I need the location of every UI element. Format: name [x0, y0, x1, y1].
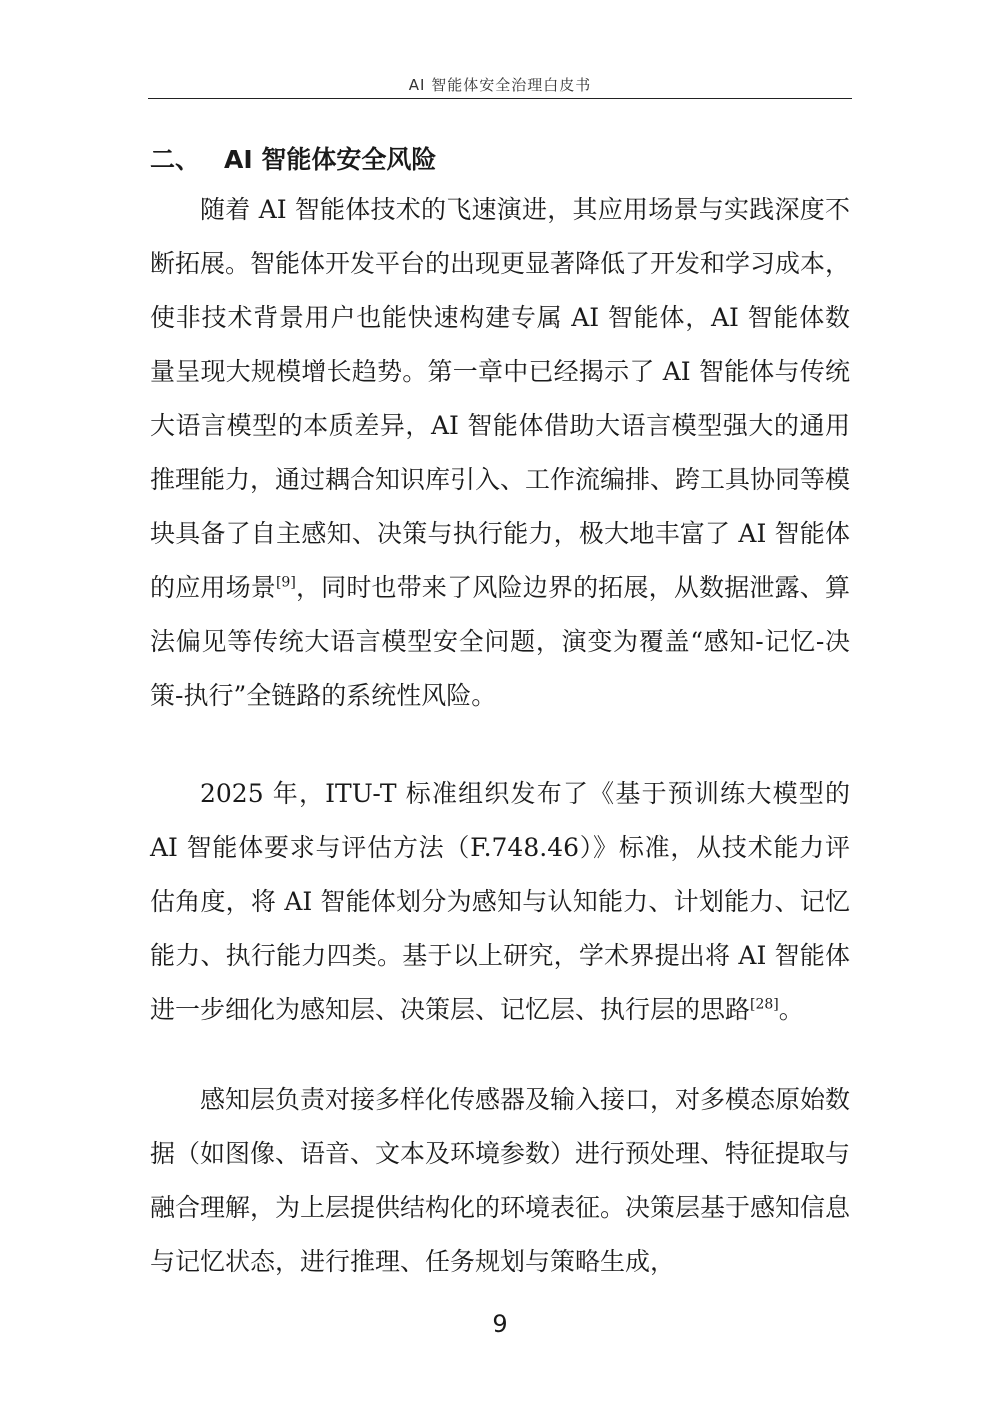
section-title: AI 智能体安全风险	[224, 145, 437, 174]
running-header: AI 智能体安全治理白皮书	[408, 76, 592, 94]
citation-ref: [28]	[750, 996, 779, 1013]
paragraph-perception-layer	[150, 1073, 850, 1289]
section-heading	[150, 140, 850, 180]
paragraph-text: 2025 年，ITU-T 标准组织发布了《基于预训练大模型的 AI 智能体要求与评估方法（F.748.46）》标准，从技术能力评估角度，将 AI 智能体划分为感知与认知能力、计划能力、记忆能力、执行能力四类。基于以上研究，学术界提出将 AI 智能体进一步细化为感知层、决策层、记忆层、执行层的思路	[150, 779, 850, 1024]
paragraph-itu-standard	[150, 767, 850, 1037]
paragraph-intro	[150, 183, 850, 723]
page-number: 9	[492, 1310, 508, 1338]
paragraph-text: 感知层负责对接多样化传感器及输入接口，对多模态原始数据（如图像、语音、文本及环境参数）进行预处理、特征提取与融合理解，为上层提供结构化的环境表征。决策层基于感知信息与记忆状态，进行推理、任务规划与策略生成，	[150, 1085, 851, 1276]
section-number: 二、	[150, 145, 201, 174]
citation-ref: [9]	[275, 574, 296, 591]
paragraph-text: ，同时也带来了风险边界的拓展，从数据泄露、算法偏见等传统大语言模型安全问题，演变为覆盖“感知-记忆-决策-执行”全链路的系统性风险。	[150, 573, 850, 710]
paragraph-text: 随着 AI 智能体技术的飞速演进，其应用场景与实践深度不断拓展。智能体开发平台的出现更显著降低了开发和学习成本，使非技术背景用户也能快速构建专属 AI 智能体，AI 智能体数量呈现大规模增长趋势。第一章中已经揭示了 AI 智能体与传统大语言模型的本质差异，AI 智能体借助大语言模型强大的通用推理能力，通过耦合知识库引入、工作流编排、跨工具协同等模块具备了自主感知、决策与执行能力，极大地丰富了 AI 智能体的应用场景	[150, 195, 851, 602]
header-divider	[148, 98, 852, 99]
paragraph-text: 。	[778, 995, 804, 1024]
